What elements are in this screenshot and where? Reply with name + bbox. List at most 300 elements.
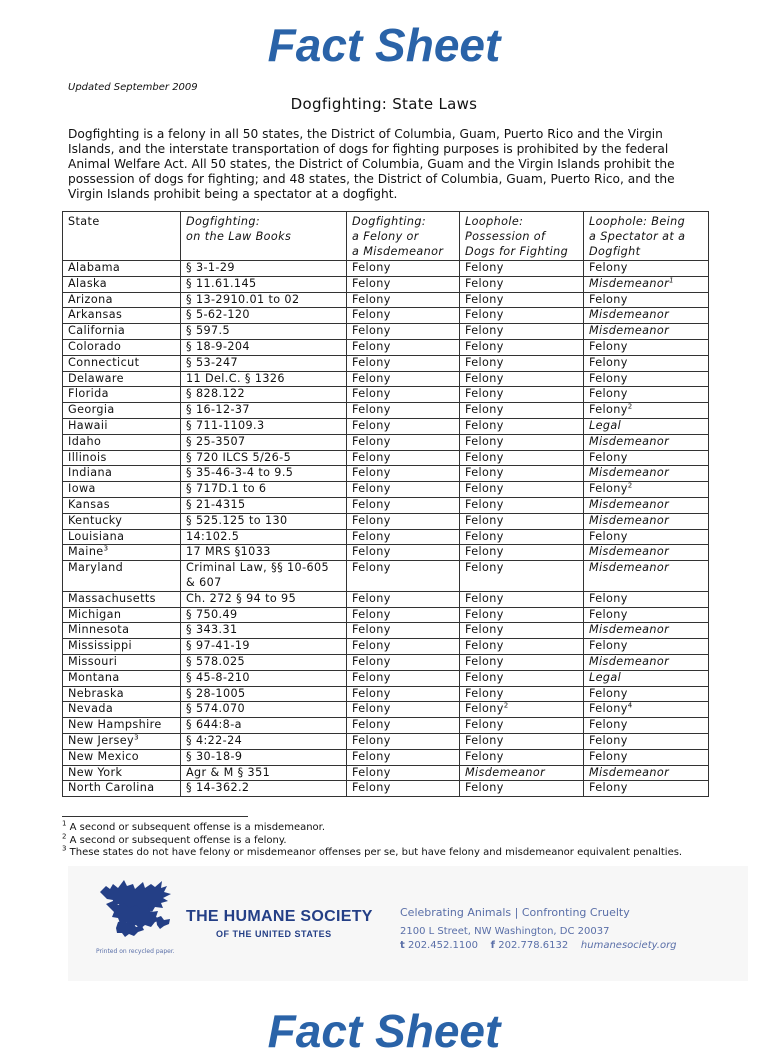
table-row	[63, 308, 709, 324]
cell-text: Felony	[352, 765, 391, 779]
cell-spectator	[584, 371, 709, 387]
cell-text: Felony	[465, 733, 504, 747]
table-row	[63, 497, 709, 513]
column-header-line: a Misdemeanor	[352, 245, 444, 258]
cell-text: Hawaii	[68, 418, 108, 432]
cell-spectator	[584, 450, 709, 466]
cell-felony	[347, 623, 460, 639]
cell-text: Misdemeanor	[589, 513, 670, 527]
recycled-note: Printed on recycled paper.	[96, 948, 175, 955]
cell-law	[181, 529, 347, 545]
cell-text: Felony	[589, 733, 628, 747]
table-row	[63, 781, 709, 797]
table-row	[63, 749, 709, 765]
cell-possession	[460, 607, 584, 623]
cell-text: Felony	[589, 339, 628, 353]
table-row	[63, 718, 709, 734]
cell-possession	[460, 276, 584, 292]
cell-state	[63, 308, 181, 324]
table-row	[63, 450, 709, 466]
cell-text: Felony	[352, 591, 391, 605]
table-row	[63, 418, 709, 434]
cell-text: Felony	[352, 371, 391, 385]
cell-text: § 343.31	[186, 623, 238, 637]
cell-text: New Jersey	[68, 733, 135, 747]
cell-spectator	[584, 308, 709, 324]
cell-possession	[460, 686, 584, 702]
cell-possession	[460, 466, 584, 482]
column-header	[584, 212, 709, 261]
cell-felony	[347, 781, 460, 797]
cell-state	[63, 591, 181, 607]
cell-state	[63, 513, 181, 529]
column-header-line: Possession of	[465, 230, 546, 243]
cell-text: Nebraska	[68, 686, 124, 700]
cell-state	[63, 561, 181, 592]
cell-text: Indiana	[68, 466, 113, 480]
cell-text: § 11.61.145	[186, 276, 257, 290]
cell-state	[63, 434, 181, 450]
cell-law	[181, 591, 347, 607]
footnote-text: A second or subsequent offense is a misdemeanor.	[69, 822, 326, 833]
cell-text: Felony	[465, 591, 504, 605]
cell-spectator	[584, 529, 709, 545]
cell-text: Felony	[465, 371, 504, 385]
cell-text: Felony	[465, 418, 504, 432]
state-laws-table	[62, 211, 709, 797]
cell-text: § 14-362.2	[186, 781, 250, 795]
org-tagline: Celebrating Animals | Confronting Cruelty	[400, 906, 630, 919]
cell-felony	[347, 513, 460, 529]
cell-text: § 45-8-210	[186, 670, 250, 684]
cell-text: Maine	[68, 545, 104, 559]
table-row	[63, 324, 709, 340]
column-header	[181, 212, 347, 261]
cell-felony	[347, 718, 460, 734]
cell-text: Felony	[589, 702, 628, 716]
column-header-line: Dogfight	[589, 245, 641, 258]
cell-text: Felony	[589, 749, 628, 763]
cell-text: Felony	[589, 355, 628, 369]
cell-text: Felony	[352, 623, 391, 637]
cell-possession	[460, 654, 584, 670]
cell-text: Felony	[352, 561, 391, 575]
table-row	[63, 623, 709, 639]
cell-state	[63, 276, 181, 292]
cell-state	[63, 781, 181, 797]
cell-state	[63, 718, 181, 734]
cell-possession	[460, 513, 584, 529]
phone-label: t	[400, 940, 405, 951]
cell-text: Felony	[465, 292, 504, 306]
cell-text: Felony	[352, 670, 391, 684]
cell-spectator	[584, 276, 709, 292]
cell-text: Felony	[352, 339, 391, 353]
cell-spectator	[584, 733, 709, 749]
cell-text: § 525.125 to 130	[186, 513, 288, 527]
cell-spectator	[584, 765, 709, 781]
cell-state	[63, 623, 181, 639]
cell-text: Felony	[589, 387, 628, 401]
cell-text: Misdemeanor	[465, 765, 546, 779]
cell-spectator	[584, 702, 709, 718]
cell-text: Ch. 272 § 94 to 95	[186, 591, 297, 605]
cell-text: Felony	[352, 497, 391, 511]
cell-law	[181, 686, 347, 702]
cell-text: Felony	[352, 292, 391, 306]
cell-state	[63, 403, 181, 419]
cell-possession	[460, 308, 584, 324]
cell-text: § 828.122	[186, 387, 246, 401]
cell-spectator	[584, 497, 709, 513]
table-row	[63, 702, 709, 718]
cell-text: California	[68, 324, 126, 338]
cell-text: Felony	[465, 466, 504, 480]
cell-text: Felony	[589, 686, 628, 700]
footnote-mark: 2	[627, 481, 633, 490]
table-row	[63, 654, 709, 670]
cell-state	[63, 749, 181, 765]
cell-text: Montana	[68, 670, 120, 684]
cell-spectator	[584, 561, 709, 592]
cell-text: Felony	[465, 339, 504, 353]
cell-text: Misdemeanor	[589, 654, 670, 668]
cell-law	[181, 418, 347, 434]
cell-law	[181, 497, 347, 513]
cell-law	[181, 718, 347, 734]
cell-felony	[347, 639, 460, 655]
footnote-mark: 1	[669, 276, 675, 285]
cell-text: Felony	[465, 387, 504, 401]
cell-spectator	[584, 434, 709, 450]
cell-text: Idaho	[68, 434, 102, 448]
cell-felony	[347, 670, 460, 686]
cell-text: Felony	[352, 261, 391, 274]
cell-spectator	[584, 749, 709, 765]
cell-text: Felony	[589, 371, 628, 385]
cell-text: Felony	[352, 529, 391, 543]
cell-text: § 21-4315	[186, 497, 246, 511]
cell-text: Felony	[465, 670, 504, 684]
cell-text: Felony	[465, 749, 504, 763]
cell-state	[63, 654, 181, 670]
cell-felony	[347, 591, 460, 607]
cell-law	[181, 324, 347, 340]
cell-possession	[460, 371, 584, 387]
cell-text: § 574.070	[186, 702, 246, 716]
cell-text: Felony	[589, 781, 628, 795]
phone-number: 202.452.1100	[407, 940, 478, 951]
footnote	[62, 844, 683, 860]
cell-text: Misdemeanor	[589, 324, 670, 338]
cell-text: § 4:22-24	[186, 733, 243, 747]
cell-possession	[460, 450, 584, 466]
cell-text: Louisiana	[68, 529, 125, 543]
cell-text: 17 MRS §1033	[186, 545, 271, 559]
cell-possession	[460, 639, 584, 655]
cell-felony	[347, 686, 460, 702]
table-row	[63, 639, 709, 655]
cell-law	[181, 355, 347, 371]
table-row	[63, 686, 709, 702]
cell-spectator	[584, 387, 709, 403]
table-row	[63, 733, 709, 749]
cell-possession	[460, 418, 584, 434]
cell-law	[181, 781, 347, 797]
cell-law	[181, 607, 347, 623]
cell-text: Maryland	[68, 561, 124, 575]
cell-text: Felony	[352, 733, 391, 747]
table-row	[63, 607, 709, 623]
cell-text: § 750.49	[186, 607, 238, 621]
cell-state	[63, 607, 181, 623]
footer-banner	[68, 866, 748, 981]
cell-law	[181, 670, 347, 686]
cell-text: Felony	[465, 308, 504, 322]
cell-text: Felony	[465, 718, 504, 732]
cell-law	[181, 639, 347, 655]
cell-possession	[460, 261, 584, 277]
cell-state	[63, 733, 181, 749]
table-row	[63, 434, 709, 450]
table-row	[63, 765, 709, 781]
cell-text: § 717D.1 to 6	[186, 482, 267, 496]
cell-text: § 18-9-204	[186, 339, 250, 353]
table-row	[63, 561, 709, 592]
cell-text: 11 Del.C. § 1326	[186, 371, 285, 385]
column-header-line: a Felony or	[352, 230, 419, 243]
cell-felony	[347, 765, 460, 781]
cell-felony	[347, 450, 460, 466]
cell-possession	[460, 718, 584, 734]
cell-law	[181, 749, 347, 765]
cell-text: Alabama	[68, 261, 121, 274]
cell-state	[63, 450, 181, 466]
cell-text: Felony	[465, 545, 504, 559]
table-row	[63, 529, 709, 545]
cell-text: Felony	[589, 482, 628, 496]
cell-text: Colorado	[68, 339, 122, 353]
cell-text: New York	[68, 765, 123, 779]
cell-state	[63, 545, 181, 561]
cell-text: § 597.5	[186, 324, 230, 338]
cell-text: Florida	[68, 387, 109, 401]
column-header-line: Loophole:	[465, 215, 524, 228]
cell-possession	[460, 561, 584, 592]
cell-spectator	[584, 781, 709, 797]
cell-text: § 16-12-37	[186, 403, 250, 417]
cell-text: Kansas	[68, 497, 110, 511]
cell-text: North Carolina	[68, 781, 155, 795]
cell-state	[63, 418, 181, 434]
cell-spectator	[584, 418, 709, 434]
cell-state	[63, 670, 181, 686]
cell-felony	[347, 339, 460, 355]
cell-possession	[460, 497, 584, 513]
document-subtitle: Dogfighting: State Laws	[290, 95, 478, 113]
updated-date: Updated September 2009	[68, 82, 198, 93]
cell-text: Misdemeanor	[589, 276, 670, 290]
cell-text: Felony	[589, 718, 628, 732]
cell-text: Felony	[352, 387, 391, 401]
cell-text: Felony	[352, 781, 391, 795]
cell-text: New Mexico	[68, 749, 140, 763]
cell-law	[181, 765, 347, 781]
cell-text: § 35-46-3-4 to 9.5	[186, 466, 294, 480]
cell-state	[63, 292, 181, 308]
cell-felony	[347, 261, 460, 277]
cell-law	[181, 371, 347, 387]
cell-text: Felony	[465, 529, 504, 543]
table-row	[63, 276, 709, 292]
cell-text: Legal	[589, 418, 622, 432]
cell-state	[63, 261, 181, 277]
cell-text: Nevada	[68, 702, 114, 716]
cell-spectator	[584, 513, 709, 529]
cell-text: Michigan	[68, 607, 122, 621]
cell-text: Felony	[352, 686, 391, 700]
cell-text: Felony	[465, 355, 504, 369]
cell-text: Felony	[465, 686, 504, 700]
cell-text: Felony	[352, 749, 391, 763]
cell-text: Felony	[589, 292, 628, 306]
footnotes	[62, 819, 683, 860]
cell-possession	[460, 702, 584, 718]
cell-spectator	[584, 403, 709, 419]
cell-law	[181, 654, 347, 670]
cell-text: § 97-41-19	[186, 639, 250, 653]
cell-spectator	[584, 591, 709, 607]
column-header-line: State	[68, 215, 100, 228]
cell-text: Felony	[465, 482, 504, 496]
cell-spectator	[584, 355, 709, 371]
cell-possession	[460, 482, 584, 498]
footnote	[62, 832, 682, 848]
cell-text: New Hampshire	[68, 718, 162, 732]
cell-text: Felony	[589, 607, 628, 621]
cell-law	[181, 434, 347, 450]
cell-text: § 3-1-29	[186, 261, 235, 274]
cell-possession	[460, 355, 584, 371]
cell-felony	[347, 466, 460, 482]
cell-text: § 578.025	[186, 654, 246, 668]
table-row	[63, 482, 709, 498]
org-subtitle: OF THE UNITED STATES	[216, 929, 332, 939]
cell-text: Misdemeanor	[589, 308, 670, 322]
cell-text: Felony	[352, 466, 391, 480]
cell-text: Felony	[465, 403, 504, 417]
cell-text: Felony	[465, 497, 504, 511]
cell-text: Connecticut	[68, 355, 140, 369]
cell-spectator	[584, 670, 709, 686]
footnote-mark: 3	[134, 733, 139, 742]
cell-text: Kentucky	[68, 513, 123, 527]
column-header	[460, 212, 584, 261]
cell-state	[63, 371, 181, 387]
cell-state	[63, 466, 181, 482]
cell-law	[181, 513, 347, 529]
footnote	[62, 819, 682, 835]
cell-text: Felony	[465, 639, 504, 653]
cell-state	[63, 529, 181, 545]
cell-felony	[347, 482, 460, 498]
cell-spectator	[584, 718, 709, 734]
cell-text: Misdemeanor	[589, 466, 670, 480]
cell-text: Felony	[465, 607, 504, 621]
column-header	[347, 212, 460, 261]
cell-law	[181, 545, 347, 561]
cell-law	[181, 292, 347, 308]
cell-spectator	[584, 261, 709, 277]
cell-law	[181, 450, 347, 466]
cell-text: Felony	[465, 434, 504, 448]
cell-text: Misdemeanor	[589, 623, 670, 637]
cell-possession	[460, 733, 584, 749]
cell-felony	[347, 276, 460, 292]
cell-felony	[347, 403, 460, 419]
cell-spectator	[584, 654, 709, 670]
cell-text: Felony	[589, 529, 628, 543]
table-row	[63, 466, 709, 482]
cell-text: Misdemeanor	[589, 765, 670, 779]
cell-law	[181, 261, 347, 277]
cell-text: Felony	[465, 450, 504, 464]
cell-felony	[347, 654, 460, 670]
cell-text: § 13-2910.01 to 02	[186, 292, 300, 306]
cell-possession	[460, 387, 584, 403]
cell-text: Felony	[352, 308, 391, 322]
table-row	[63, 261, 709, 277]
cell-spectator	[584, 639, 709, 655]
cell-felony	[347, 371, 460, 387]
cell-text: Arkansas	[68, 308, 123, 322]
cell-state	[63, 765, 181, 781]
cell-text: Felony	[352, 324, 391, 338]
cell-text: § 28-1005	[186, 686, 246, 700]
org-address: 2100 L Street, NW Washington, DC 20037	[400, 926, 610, 937]
table-row	[63, 339, 709, 355]
cell-text: Massachusetts	[68, 591, 156, 605]
cell-state	[63, 355, 181, 371]
cell-spectator	[584, 339, 709, 355]
cell-possession	[460, 339, 584, 355]
cell-text: Arizona	[68, 292, 113, 306]
website-link: humanesociety.org	[580, 940, 677, 951]
cell-text: Felony	[465, 513, 504, 527]
table-row	[63, 355, 709, 371]
fax-number: 202.778.6132	[498, 940, 569, 951]
cell-possession	[460, 670, 584, 686]
cell-text: Felony	[352, 545, 391, 559]
cell-text: Legal	[589, 670, 622, 684]
footnote-text: These states do not have felony or misdemeanor offenses per se, but have felony and misdemeanor equivalent penalties.	[69, 847, 683, 858]
cell-spectator	[584, 686, 709, 702]
cell-possession	[460, 545, 584, 561]
cell-law	[181, 339, 347, 355]
cell-spectator	[584, 482, 709, 498]
table-body	[63, 261, 709, 797]
cell-text: Felony	[352, 513, 391, 527]
cell-possession	[460, 749, 584, 765]
cell-state	[63, 339, 181, 355]
cell-spectator	[584, 324, 709, 340]
cell-law	[181, 702, 347, 718]
page-title: Fact Sheet	[267, 19, 501, 71]
fax-label: f	[490, 940, 496, 951]
cell-text: Felony	[352, 607, 391, 621]
cell-state	[63, 482, 181, 498]
cell-spectator	[584, 545, 709, 561]
